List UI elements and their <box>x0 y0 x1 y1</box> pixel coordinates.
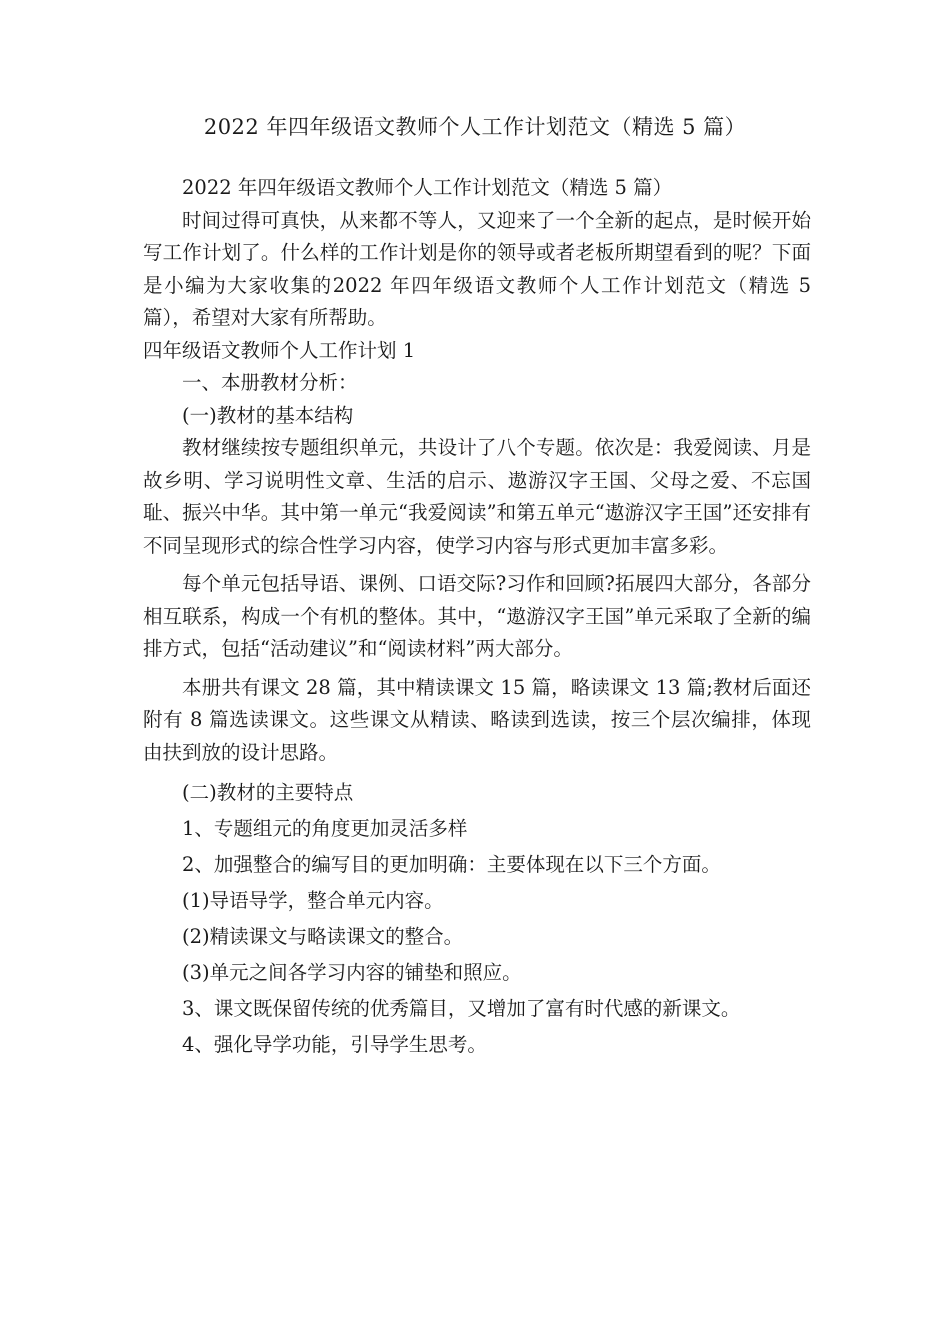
intro-paragraph: 时间过得可真快，从来都不等人，又迎来了一个全新的起点，是时候开始写工作计划了。什么样的工作计划是你的领导或者老板所期望看到的呢？下面是小编为大家收集的2022 年四年级语文教师个人工作计划范文（精选 5 篇），希望对大家有所帮助。 <box>143 208 811 329</box>
body-paragraph-units: 每个单元包括导语、课例、口语交际?习作和回顾?拓展四大部分，各部分相互联系，构成一个有机的整体。其中，“遨游汉字王国”单元采取了全新的编排方式，包括“活动建议”和“阅读材料”两大部分。 <box>143 572 811 660</box>
list-subitem-1: (1)导语导学，整合单元内容。 <box>182 889 444 912</box>
heading-main-features: (二)教材的主要特点 <box>182 781 354 804</box>
list-subitem-2: (2)精读课文与略读课文的整合。 <box>182 925 464 948</box>
heading-textbook-analysis: 一、本册教材分析： <box>182 371 358 394</box>
subtitle-paragraph: 2022 年四年级语文教师个人工作计划范文（精选 5 篇） <box>182 176 673 199</box>
list-item-2: 2、加强整合的编写目的更加明确：主要体现在以下三个方面。 <box>182 853 721 876</box>
heading-basic-structure: (一)教材的基本结构 <box>182 403 354 427</box>
list-item-4: 4、强化导学功能，引导学生思考。 <box>182 1033 487 1056</box>
list-item-3: 3、课文既保留传统的优秀篇目，又增加了富有时代感的新课文。 <box>182 997 741 1020</box>
body-paragraph-lessons: 本册共有课文 28 篇，其中精读课文 15 篇，略读课文 13 篇;教材后面还附有 8 篇选读课文。这些课文从精读、略读到选读，按三个层次编排，体现由扶到放的设计思路。 <box>143 675 811 764</box>
document-body <box>143 172 811 1063</box>
list-subitem-3: (3)单元之间各学习内容的铺垫和照应。 <box>182 961 522 984</box>
document-title: 2022 年四年级语文教师个人工作计划范文（精选 5 篇） <box>203 115 747 139</box>
section-heading-plan-1: 四年级语文教师个人工作计划 1 <box>143 338 416 362</box>
list-item-1: 1、专题组元的角度更加灵活多样 <box>182 817 468 840</box>
body-paragraph-topics: 教材继续按专题组织单元，共设计了八个专题。依次是：我爱阅读、月是故乡明、学习说明性文章、生活的启示、遨游汉字王国、父母之爱、不忘国耻、振兴中华。其中第一单元“我爱阅读”和第五单元“遨游汉字王国”还安排有不同呈现形式的综合性学习内容，使学习内容与形式更加丰富多彩。 <box>143 436 811 557</box>
